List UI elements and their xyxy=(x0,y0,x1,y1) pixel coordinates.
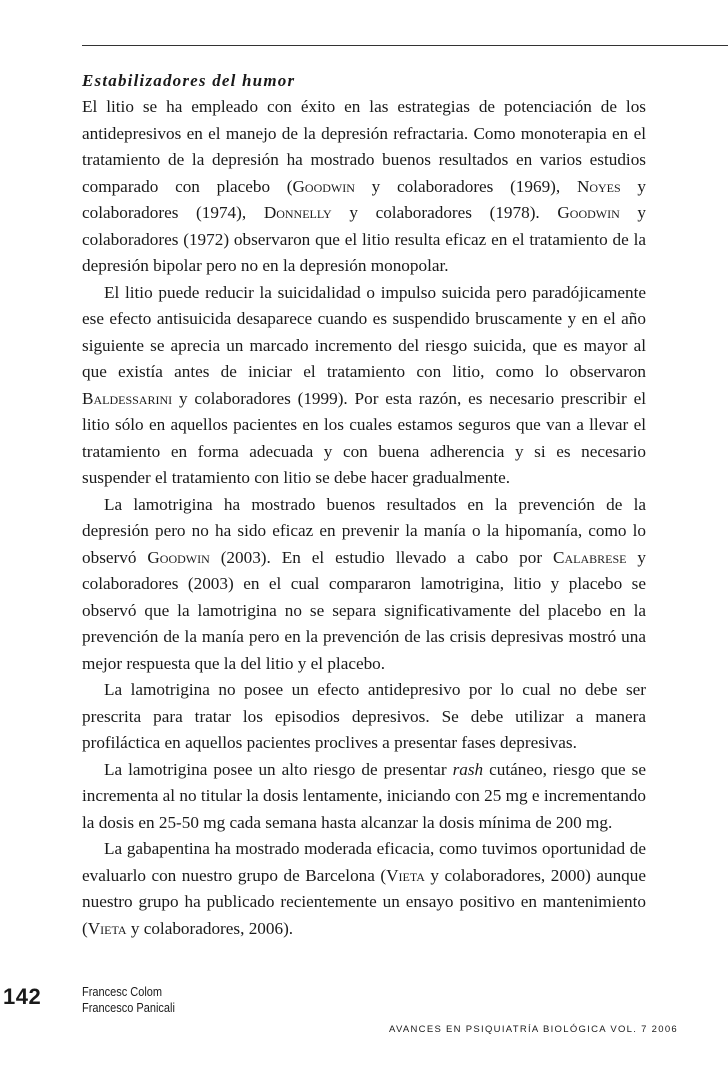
citation-author: Goodwin xyxy=(292,176,355,196)
paragraph-6 xyxy=(82,836,646,942)
paragraph-2 xyxy=(82,280,646,492)
citation-author: Goodwin xyxy=(557,203,620,222)
text-segment: La lamotrigina ha mostrado buenos resultados en la prevención de la depresión pero no ha sido eficaz en prevenir la manía o la hipomanía, como lo observó xyxy=(82,494,646,567)
page-number: 142 xyxy=(3,984,42,1009)
citation-author: Calabrese xyxy=(553,547,627,567)
text-segment: La lamotrigina no posee un efecto antidepresivo por lo cual no debe ser prescrita para tratar los episodios depresivos. Se debe utilizar a manera profiláctica en aquellos pacientes proclives a presentar fases depresivas. xyxy=(82,680,646,752)
text-segment: y colaboradores, 2006). xyxy=(126,918,294,938)
text-segment: y colaboradores (1974), xyxy=(82,176,647,222)
journal-footer: AVANCES EN PSIQUIATRÍA BIOLÓGICA VOL. 7 2006 xyxy=(389,1024,678,1035)
section-heading: Estabilizadores del humor xyxy=(82,71,296,90)
text-segment: y colaboradores (1978). xyxy=(331,203,558,222)
italic-term: rash xyxy=(452,759,484,779)
text-segment: y colaboradores (1999). Por esta razón, es necesario prescribir el litio sólo en aquellos pacientes en los cuales estamos seguros que van a llevar el tratamiento en forma adecuada y con buena adherencia y si es necesario suspender el tratamiento con litio se debe hacer gradualmente. xyxy=(82,388,646,487)
text-segment: El litio se ha empleado con éxito en las estrategias de potenciación de los antidepresivos en el manejo de la depresión refractaria. Como monoterapia en el tratamiento de la depresión ha mostrado buenos resultados en varios estudios comparado con placebo ( xyxy=(82,97,646,196)
paragraph-5 xyxy=(82,757,646,837)
citation-author: Noyes xyxy=(576,176,621,196)
author-name: Francesc Colom xyxy=(82,985,163,999)
text-segment: cutáneo, riesgo que se incrementa al no titular la dosis lentamente, iniciando con 25 mg e incrementando la dosis en 25-50 mg cada semana hasta alcanzar la dosis mínima de 200 mg. xyxy=(82,759,646,832)
text-segment: (2003). En el estudio llevado a cabo por xyxy=(209,547,554,567)
text-segment: La lamotrigina posee un alto riesgo de presentar xyxy=(104,759,453,779)
citation-author: Vieta xyxy=(87,918,127,938)
citation-author: Goodwin xyxy=(147,547,210,567)
text-segment: La gabapentina ha mostrado moderada eficacia, como tuvimos oportunidad de evaluarlo con nuestro grupo de Barcelona ( xyxy=(82,839,646,885)
citation-author: Vieta xyxy=(386,865,425,885)
paragraph-3 xyxy=(82,492,646,678)
citation-author: Baldessarini xyxy=(82,388,173,408)
article-body xyxy=(82,68,646,942)
top-rule xyxy=(82,45,728,46)
author-name: Francesco Panicali xyxy=(82,1001,175,1015)
text-segment: y colaboradores, 2000) aunque nuestro grupo ha publicado recientemente un ensayo positivo en mantenimiento ( xyxy=(82,865,646,938)
paragraph-4 xyxy=(82,677,646,757)
footer-authors xyxy=(82,984,175,1016)
text-segment: y colaboradores (2003) en el cual compararon lamotrigina, litio y placebo se observó que la lamotrigina no se separa significativamente del placebo en la prevención de la manía pero en la prevención de las crisis depresivas mostró una mejor respuesta que la del litio y el placebo. xyxy=(82,547,647,673)
text-segment: El litio puede reducir la suicidalidad o impulso suicida pero paradójicamente ese efecto antisuicida desaparece cuando es suspendido bruscamente y en el año siguiente se aprecia un marcado incremento del riesgo suicida, que es mayor al que existía antes de iniciar el tratamiento con litio, como lo observaron xyxy=(82,282,646,381)
paragraph-1 xyxy=(82,94,646,280)
text-segment: y colaboradores (1969), xyxy=(354,176,577,196)
citation-author: Donnelly xyxy=(263,203,332,222)
text-segment: y colaboradores (1972) observaron que el litio resulta eficaz en el tratamiento de la depresión bipolar pero no en la depresión monopolar. xyxy=(82,203,647,275)
